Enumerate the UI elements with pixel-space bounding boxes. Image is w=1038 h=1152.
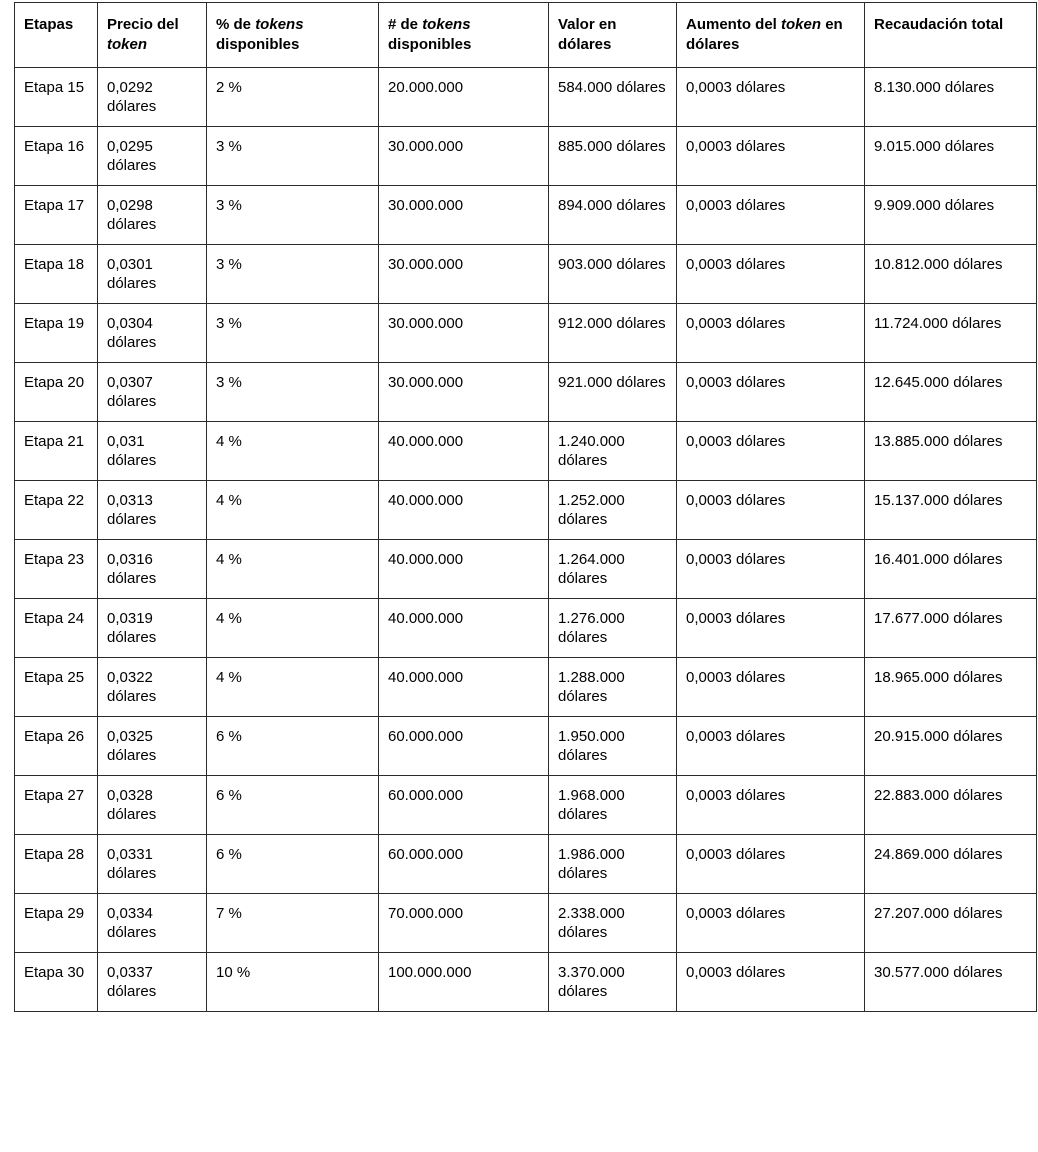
table-header-cell-1: Precio del token	[98, 3, 207, 68]
table-cell-r14-c3: 70.000.000	[379, 894, 549, 953]
table-cell-r8-c5: 0,0003 dólares	[677, 540, 865, 599]
table-cell-r14-c4: 2.338.000 dólares	[549, 894, 677, 953]
table-cell-r2-c0: Etapa 17	[15, 186, 98, 245]
table-header-row	[15, 3, 1037, 68]
table-cell-r12-c4: 1.968.000 dólares	[549, 776, 677, 835]
table-cell-r11-c1: 0,0325 dólares	[98, 717, 207, 776]
emphasis-text: tokens	[422, 16, 471, 33]
table-cell-r15-c3: 100.000.000	[379, 953, 549, 1012]
table-header-cell-0: Etapas	[15, 3, 98, 68]
table-row	[15, 68, 1037, 127]
table-cell-r11-c3: 60.000.000	[379, 717, 549, 776]
table-cell-r7-c6: 15.137.000 dólares	[865, 481, 1037, 540]
table-cell-r5-c5: 0,0003 dólares	[677, 363, 865, 422]
table-cell-r0-c1: 0,0292 dólares	[98, 68, 207, 127]
table-cell-r4-c5: 0,0003 dólares	[677, 304, 865, 363]
table-cell-r1-c2: 3 %	[207, 127, 379, 186]
table-cell-r1-c6: 9.015.000 dólares	[865, 127, 1037, 186]
table-row	[15, 953, 1037, 1012]
table-cell-r1-c1: 0,0295 dólares	[98, 127, 207, 186]
table-row	[15, 658, 1037, 717]
table-cell-r14-c1: 0,0334 dólares	[98, 894, 207, 953]
table-cell-r11-c5: 0,0003 dólares	[677, 717, 865, 776]
table-cell-r9-c4: 1.276.000 dólares	[549, 599, 677, 658]
table-cell-r10-c4: 1.288.000 dólares	[549, 658, 677, 717]
table-header-cell-5: Aumento del token en dólares	[677, 3, 865, 68]
table-cell-r1-c0: Etapa 16	[15, 127, 98, 186]
table-cell-r14-c5: 0,0003 dólares	[677, 894, 865, 953]
table-cell-r15-c5: 0,0003 dólares	[677, 953, 865, 1012]
table-cell-r12-c0: Etapa 27	[15, 776, 98, 835]
table-cell-r9-c2: 4 %	[207, 599, 379, 658]
table-cell-r7-c4: 1.252.000 dólares	[549, 481, 677, 540]
table-cell-r2-c5: 0,0003 dólares	[677, 186, 865, 245]
table-header-cell-2: % de tokens disponibles	[207, 3, 379, 68]
table-body	[15, 68, 1037, 1012]
table-cell-r8-c6: 16.401.000 dólares	[865, 540, 1037, 599]
table-row	[15, 127, 1037, 186]
table-cell-r11-c4: 1.950.000 dólares	[549, 717, 677, 776]
page-edge-mark	[0, 600, 5, 634]
table-cell-r2-c2: 3 %	[207, 186, 379, 245]
emphasis-text: token	[107, 36, 148, 53]
table-cell-r8-c0: Etapa 23	[15, 540, 98, 599]
table-cell-r4-c0: Etapa 19	[15, 304, 98, 363]
table-cell-r6-c3: 40.000.000	[379, 422, 549, 481]
table-cell-r3-c2: 3 %	[207, 245, 379, 304]
table-cell-r12-c3: 60.000.000	[379, 776, 549, 835]
table-cell-r8-c1: 0,0316 dólares	[98, 540, 207, 599]
table-cell-r9-c1: 0,0319 dólares	[98, 599, 207, 658]
table-cell-r8-c2: 4 %	[207, 540, 379, 599]
table-cell-r0-c4: 584.000 dólares	[549, 68, 677, 127]
table-cell-r0-c5: 0,0003 dólares	[677, 68, 865, 127]
table-cell-r0-c2: 2 %	[207, 68, 379, 127]
table-row	[15, 363, 1037, 422]
table-cell-r9-c6: 17.677.000 dólares	[865, 599, 1037, 658]
table-row	[15, 245, 1037, 304]
table-cell-r6-c1: 0,031 dólares	[98, 422, 207, 481]
table-row	[15, 481, 1037, 540]
table-row	[15, 717, 1037, 776]
table-cell-r14-c0: Etapa 29	[15, 894, 98, 953]
table-cell-r6-c6: 13.885.000 dólares	[865, 422, 1037, 481]
table-cell-r12-c2: 6 %	[207, 776, 379, 835]
table-cell-r14-c2: 7 %	[207, 894, 379, 953]
table-cell-r3-c0: Etapa 18	[15, 245, 98, 304]
table-cell-r14-c6: 27.207.000 dólares	[865, 894, 1037, 953]
table-cell-r10-c6: 18.965.000 dólares	[865, 658, 1037, 717]
table-cell-r2-c3: 30.000.000	[379, 186, 549, 245]
table-cell-r3-c3: 30.000.000	[379, 245, 549, 304]
token-stages-table	[14, 2, 1037, 1012]
table-cell-r15-c1: 0,0337 dólares	[98, 953, 207, 1012]
table-cell-r10-c2: 4 %	[207, 658, 379, 717]
table-header-cell-4: Valor en dólares	[549, 3, 677, 68]
table-cell-r7-c5: 0,0003 dólares	[677, 481, 865, 540]
table-cell-r12-c6: 22.883.000 dólares	[865, 776, 1037, 835]
table-cell-r5-c4: 921.000 dólares	[549, 363, 677, 422]
table-cell-r3-c4: 903.000 dólares	[549, 245, 677, 304]
table-cell-r0-c3: 20.000.000	[379, 68, 549, 127]
table-row	[15, 304, 1037, 363]
table-cell-r6-c5: 0,0003 dólares	[677, 422, 865, 481]
table-cell-r11-c0: Etapa 26	[15, 717, 98, 776]
table-cell-r7-c3: 40.000.000	[379, 481, 549, 540]
table-cell-r0-c6: 8.130.000 dólares	[865, 68, 1037, 127]
table-cell-r13-c3: 60.000.000	[379, 835, 549, 894]
table-header-cell-3: # de tokens disponibles	[379, 3, 549, 68]
table-cell-r13-c4: 1.986.000 dólares	[549, 835, 677, 894]
table-cell-r6-c4: 1.240.000 dólares	[549, 422, 677, 481]
table-cell-r0-c0: Etapa 15	[15, 68, 98, 127]
table-cell-r4-c6: 11.724.000 dólares	[865, 304, 1037, 363]
table-cell-r11-c2: 6 %	[207, 717, 379, 776]
table-cell-r15-c6: 30.577.000 dólares	[865, 953, 1037, 1012]
table-cell-r13-c1: 0,0331 dólares	[98, 835, 207, 894]
table-row	[15, 894, 1037, 953]
table-row	[15, 540, 1037, 599]
table-cell-r6-c0: Etapa 21	[15, 422, 98, 481]
table-cell-r9-c5: 0,0003 dólares	[677, 599, 865, 658]
table-cell-r2-c1: 0,0298 dólares	[98, 186, 207, 245]
table-cell-r5-c3: 30.000.000	[379, 363, 549, 422]
table-cell-r10-c0: Etapa 25	[15, 658, 98, 717]
table-row	[15, 776, 1037, 835]
table-cell-r3-c5: 0,0003 dólares	[677, 245, 865, 304]
table-cell-r13-c5: 0,0003 dólares	[677, 835, 865, 894]
table-cell-r9-c0: Etapa 24	[15, 599, 98, 658]
table-cell-r10-c3: 40.000.000	[379, 658, 549, 717]
table-cell-r3-c6: 10.812.000 dólares	[865, 245, 1037, 304]
table-cell-r4-c1: 0,0304 dólares	[98, 304, 207, 363]
table-header	[15, 3, 1037, 68]
table-row	[15, 835, 1037, 894]
table-cell-r8-c4: 1.264.000 dólares	[549, 540, 677, 599]
table-cell-r12-c1: 0,0328 dólares	[98, 776, 207, 835]
table-cell-r7-c0: Etapa 22	[15, 481, 98, 540]
table-cell-r13-c6: 24.869.000 dólares	[865, 835, 1037, 894]
table-cell-r9-c3: 40.000.000	[379, 599, 549, 658]
table-cell-r11-c6: 20.915.000 dólares	[865, 717, 1037, 776]
table-cell-r7-c1: 0,0313 dólares	[98, 481, 207, 540]
table-cell-r6-c2: 4 %	[207, 422, 379, 481]
table-cell-r1-c5: 0,0003 dólares	[677, 127, 865, 186]
table-cell-r4-c3: 30.000.000	[379, 304, 549, 363]
table-cell-r7-c2: 4 %	[207, 481, 379, 540]
table-cell-r3-c1: 0,0301 dólares	[98, 245, 207, 304]
table-row	[15, 186, 1037, 245]
table-cell-r15-c2: 10 %	[207, 953, 379, 1012]
table-cell-r15-c0: Etapa 30	[15, 953, 98, 1012]
table-cell-r5-c1: 0,0307 dólares	[98, 363, 207, 422]
table-cell-r15-c4: 3.370.000 dólares	[549, 953, 677, 1012]
table-cell-r1-c3: 30.000.000	[379, 127, 549, 186]
table-cell-r13-c0: Etapa 28	[15, 835, 98, 894]
table-cell-r8-c3: 40.000.000	[379, 540, 549, 599]
table-cell-r12-c5: 0,0003 dólares	[677, 776, 865, 835]
table-cell-r5-c6: 12.645.000 dólares	[865, 363, 1037, 422]
table-cell-r13-c2: 6 %	[207, 835, 379, 894]
table-cell-r5-c0: Etapa 20	[15, 363, 98, 422]
emphasis-text: token	[781, 16, 822, 33]
table-header-cell-6: Recaudación total	[865, 3, 1037, 68]
table-cell-r4-c2: 3 %	[207, 304, 379, 363]
emphasis-text: tokens	[255, 16, 304, 33]
table-cell-r2-c4: 894.000 dólares	[549, 186, 677, 245]
table-cell-r4-c4: 912.000 dólares	[549, 304, 677, 363]
table-cell-r1-c4: 885.000 dólares	[549, 127, 677, 186]
table-cell-r5-c2: 3 %	[207, 363, 379, 422]
table-row	[15, 599, 1037, 658]
table-row	[15, 422, 1037, 481]
table-cell-r10-c5: 0,0003 dólares	[677, 658, 865, 717]
token-stages-table-container	[14, 2, 1036, 1012]
table-cell-r2-c6: 9.909.000 dólares	[865, 186, 1037, 245]
table-cell-r10-c1: 0,0322 dólares	[98, 658, 207, 717]
